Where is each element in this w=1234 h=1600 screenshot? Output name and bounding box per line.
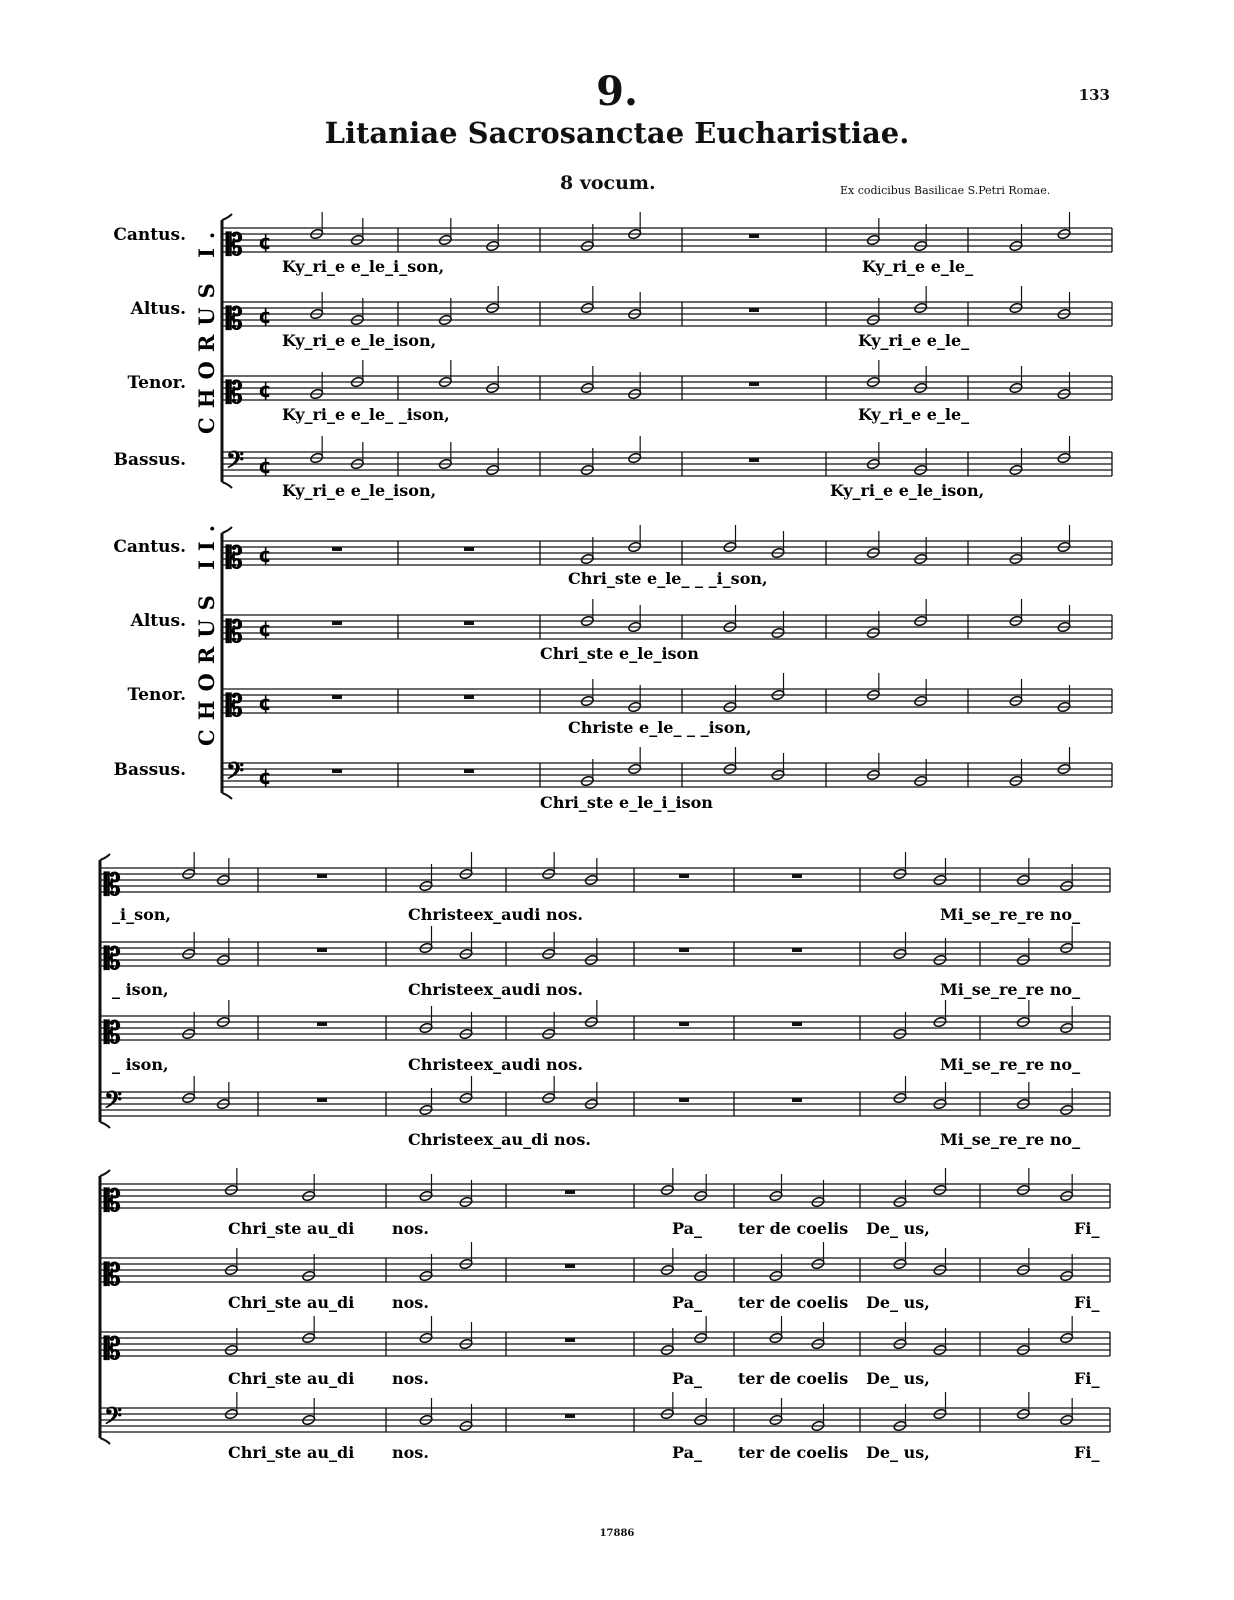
bass-clef-icon: 𝄢	[226, 757, 245, 790]
voice-label: Tenor.	[127, 685, 186, 705]
lyric-line: Pa_	[672, 1219, 702, 1238]
whole-rest	[317, 1022, 327, 1026]
lyric-line: Mi_se_re_re no_	[940, 980, 1081, 999]
whole-rest	[792, 874, 802, 878]
lyric-line: _ ison,	[112, 980, 169, 999]
time-signature: ¢	[258, 378, 272, 402]
whole-rest	[332, 769, 342, 773]
lyric-line: nos.	[392, 1443, 429, 1462]
whole-rest	[565, 1338, 575, 1342]
bracket-hook	[222, 214, 232, 220]
time-signature: ¢	[258, 691, 272, 715]
lyric-line: De_ us,	[866, 1293, 930, 1312]
whole-rest	[317, 948, 327, 952]
whole-rest	[679, 1098, 689, 1102]
lyric-line: De_ us,	[866, 1219, 930, 1238]
whole-rest	[749, 382, 759, 386]
lyric-line: Chri_ste au_di	[228, 1443, 355, 1462]
c-clef-icon: 𝄡	[226, 689, 243, 724]
lyric-line: Ky_ri_e e_le_ison,	[282, 481, 437, 500]
c-clef-icon: 𝄡	[104, 942, 121, 977]
c-clef-icon: 𝄡	[226, 615, 243, 650]
c-clef-icon: 𝄡	[104, 1258, 121, 1293]
lyric-line: Christe e_le_ _ _ison,	[568, 718, 752, 737]
voice-label: Altus.	[130, 299, 186, 319]
time-signature: ¢	[258, 617, 272, 641]
c-clef-icon: 𝄡	[104, 1332, 121, 1367]
lyric-line: Chri_ste au_di	[228, 1369, 355, 1388]
lyric-line: Ky_ri_e e_le_ison,	[830, 481, 985, 500]
lyric-line: nos.	[392, 1293, 429, 1312]
lyric-line: Chri_ste au_di	[228, 1293, 355, 1312]
voice-label: Cantus.	[113, 225, 186, 245]
lyric-line: Pa_	[672, 1443, 702, 1462]
piece-title: Litaniae Sacrosanctae Eucharistiae.	[324, 116, 910, 150]
whole-rest	[679, 948, 689, 952]
whole-rest	[464, 621, 474, 625]
source-note: Ex codicibus Basilicae S.Petri Romae.	[840, 184, 1051, 197]
chorus-label: CHORUS II.	[194, 515, 219, 746]
voicing-subtitle: 8 vocum.	[560, 172, 656, 194]
lyric-line: ter de coelis	[738, 1369, 849, 1388]
time-signature: ¢	[258, 304, 272, 328]
lyric-line: ter de coelis	[738, 1443, 849, 1462]
voice-label: Altus.	[130, 611, 186, 631]
lyric-line: Chri_ste au_di	[228, 1219, 355, 1238]
whole-rest	[464, 769, 474, 773]
bracket-hook	[100, 854, 110, 860]
whole-rest	[464, 695, 474, 699]
lyric-line: Ky_ri_e e_le_i_son,	[282, 257, 445, 276]
whole-rest	[317, 874, 327, 878]
bass-clef-icon: 𝄢	[104, 1402, 123, 1435]
lyric-line: Mi_se_re_re no_	[940, 905, 1081, 924]
whole-rest	[792, 1098, 802, 1102]
bass-clef-icon: 𝄢	[226, 446, 245, 479]
lyric-line: Ky_ri_e e_le_ison,	[282, 331, 437, 350]
page-number: 133	[1078, 86, 1110, 104]
voice-label: Tenor.	[127, 373, 186, 393]
lyric-line: Fi_	[1074, 1369, 1100, 1388]
c-clef-icon: 𝄡	[104, 868, 121, 903]
lyric-line: ter de coelis	[738, 1293, 849, 1312]
voice-label: Cantus.	[113, 537, 186, 557]
lyric-line: Ky_ri_e e_le_	[862, 257, 974, 276]
lyric-line: _i_son,	[112, 905, 171, 924]
lyric-line: Ky_ri_e e_le_	[858, 405, 970, 424]
lyric-line: Pa_	[672, 1293, 702, 1312]
whole-rest	[565, 1414, 575, 1418]
bracket-hook	[222, 793, 232, 799]
lyric-line: Chri_ste e_le_ _ _i_son,	[568, 569, 768, 588]
whole-rest	[749, 458, 759, 462]
whole-rest	[679, 1022, 689, 1026]
lyric-line: nos.	[392, 1219, 429, 1238]
lyric-line: Christeex_audi nos.	[408, 905, 583, 924]
lyric-line: Chri_ste e_le_ison	[540, 644, 699, 663]
lyric-line: Fi_	[1074, 1443, 1100, 1462]
whole-rest	[749, 234, 759, 238]
whole-rest	[679, 874, 689, 878]
whole-rest	[332, 695, 342, 699]
whole-rest	[565, 1190, 575, 1194]
c-clef-icon: 𝄡	[226, 376, 243, 411]
lyric-line: Chri_ste e_le_i_ison	[540, 793, 713, 812]
lyric-line: _ ison,	[112, 1055, 169, 1074]
time-signature: ¢	[258, 454, 272, 478]
lyric-line: Fi_	[1074, 1219, 1100, 1238]
whole-rest	[332, 621, 342, 625]
lyric-line: De_ us,	[866, 1369, 930, 1388]
c-clef-icon: 𝄡	[226, 228, 243, 263]
lyric-line: Ky_ri_e e_le_	[858, 331, 970, 350]
chorus-label: CHORUS I.	[194, 222, 219, 434]
bracket-hook	[222, 482, 232, 488]
whole-rest	[792, 1022, 802, 1026]
c-clef-icon: 𝄡	[226, 541, 243, 576]
c-clef-icon: 𝄡	[104, 1016, 121, 1051]
lyric-line: Mi_se_re_re no_	[940, 1055, 1081, 1074]
lyric-line: De_ us,	[866, 1443, 930, 1462]
whole-rest	[332, 547, 342, 551]
lyric-line: Christeex_au_di nos.	[408, 1130, 591, 1149]
lyric-line: Mi_se_re_re no_	[940, 1130, 1081, 1149]
lyric-line: ter de coelis	[738, 1219, 849, 1238]
lyric-line: nos.	[392, 1369, 429, 1388]
c-clef-icon: 𝄡	[104, 1184, 121, 1219]
lyric-line: Christeex_audi nos.	[408, 980, 583, 999]
bass-clef-icon: 𝄢	[104, 1086, 123, 1119]
voice-label: Bassus.	[113, 450, 186, 470]
whole-rest	[317, 1098, 327, 1102]
c-clef-icon: 𝄡	[226, 302, 243, 337]
voice-label: Bassus.	[113, 760, 186, 780]
time-signature: ¢	[258, 765, 272, 789]
bracket-hook	[222, 527, 232, 533]
plate-number: 17886	[599, 1528, 635, 1539]
lyric-line: Christeex_audi nos.	[408, 1055, 583, 1074]
lyric-line: Ky_ri_e e_le_ _ison,	[282, 405, 450, 424]
time-signature: ¢	[258, 543, 272, 567]
bracket-hook	[100, 1122, 110, 1128]
lyric-line: Fi_	[1074, 1293, 1100, 1312]
bracket-hook	[100, 1170, 110, 1176]
lyric-line: Pa_	[672, 1369, 702, 1388]
whole-rest	[464, 547, 474, 551]
time-signature: ¢	[258, 230, 272, 254]
whole-rest	[565, 1264, 575, 1268]
whole-rest	[749, 308, 759, 312]
bracket-hook	[100, 1438, 110, 1444]
whole-rest	[792, 948, 802, 952]
piece-number: 9.	[596, 68, 638, 115]
